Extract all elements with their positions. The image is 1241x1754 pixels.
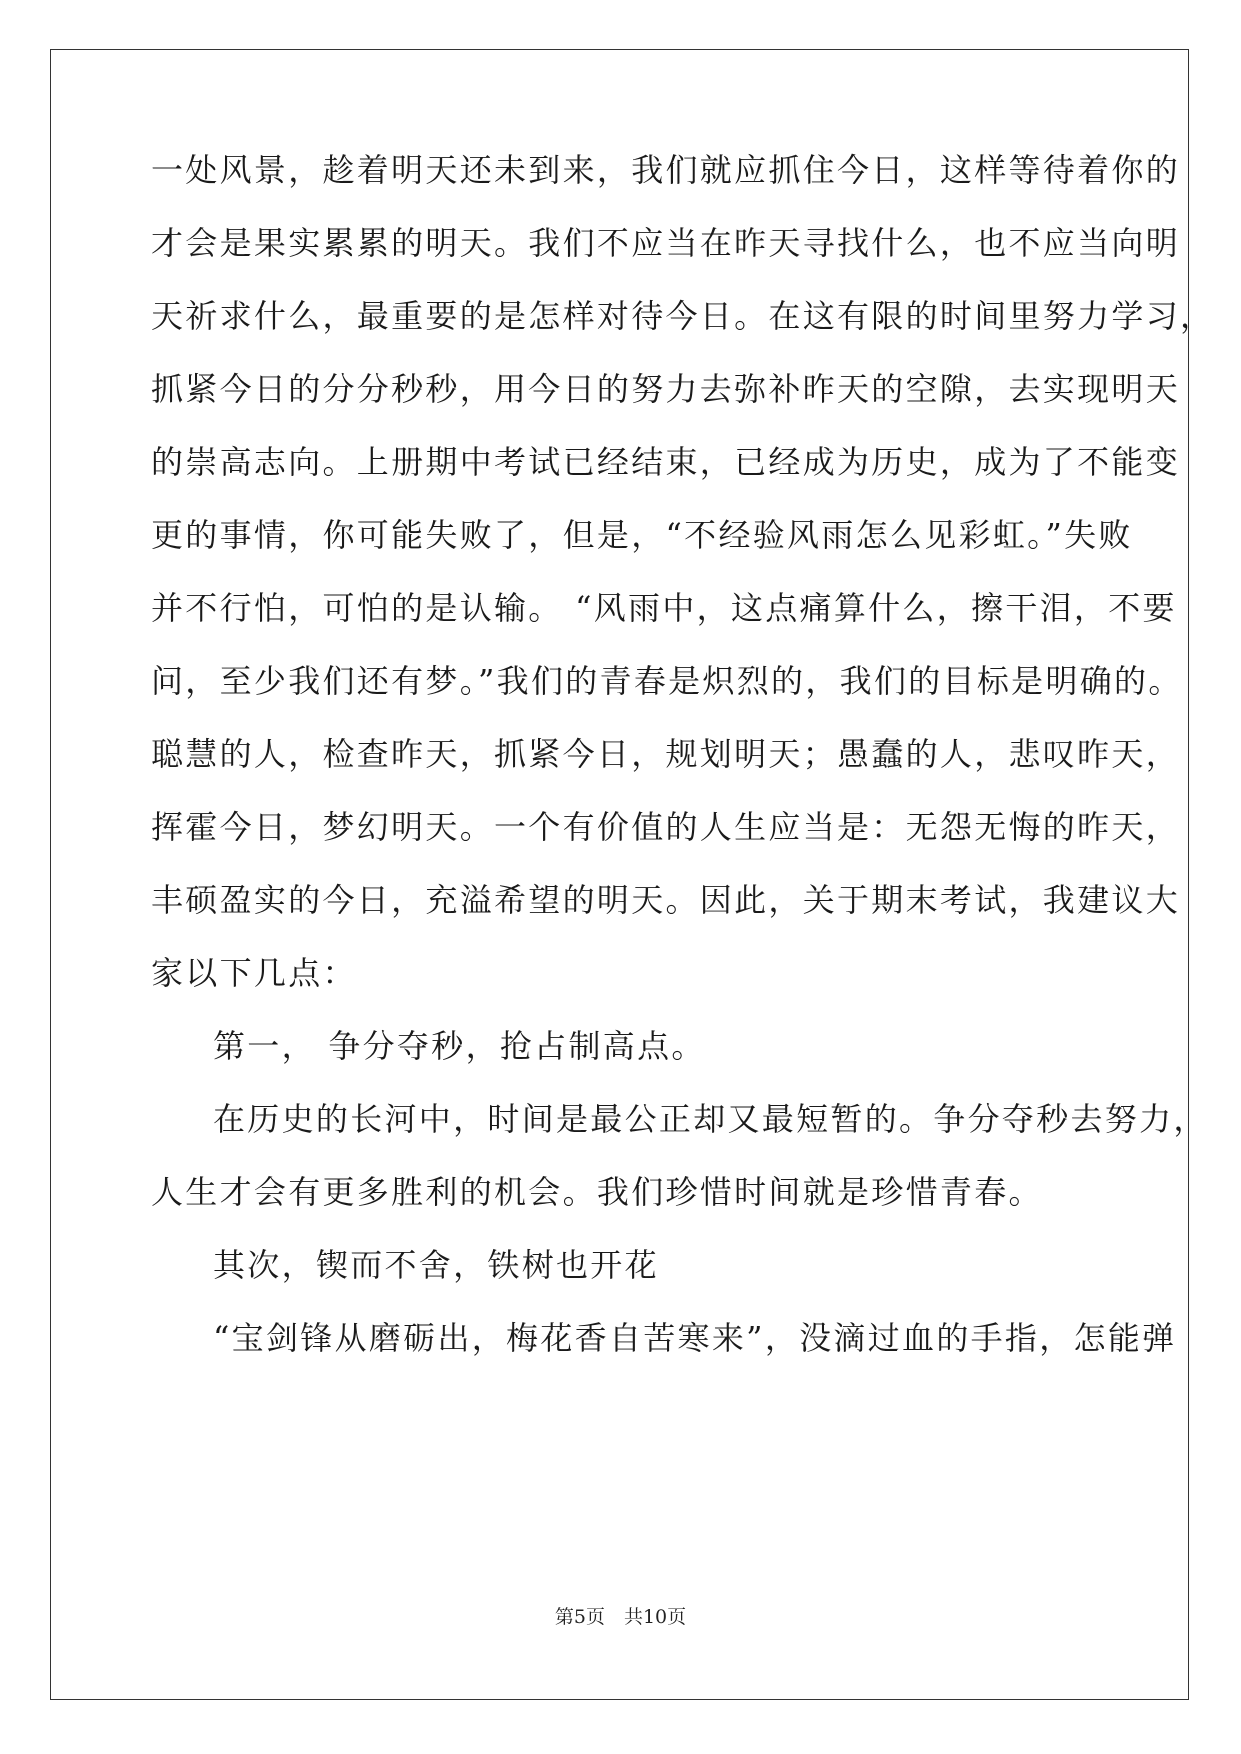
text-line: 家以下几点：	[151, 954, 357, 992]
text-line: 更的事情，你可能失败了，但是，“不经验风雨怎么见彩虹。”失败	[151, 516, 1133, 554]
text-line: 人生才会有更多胜利的机会。我们珍惜时间就是珍惜青春。	[151, 1173, 1043, 1211]
text-line: 天祈求什么，最重要的是怎样对待今日。在这有限的时间里努力学习，	[151, 297, 1215, 335]
text-line: 丰硕盈实的今日，充溢希望的明天。因此，关于期末考试，我建议大	[151, 881, 1181, 919]
text-line: 抓紧今日的分分秒秒，用今日的努力去弥补昨天的空隙，去实现明天	[151, 370, 1181, 408]
text-line: 的崇高志向。上册期中考试已经结束，已经成为历史，成为了不能变	[151, 443, 1181, 481]
text-line: 问，至少我们还有梦。”我们的青春是炽烈的，我们的目标是明确的。	[151, 662, 1183, 700]
text-line: 一处风景，趁着明天还未到来，我们就应抓住今日，这样等待着你的	[151, 151, 1181, 189]
section-heading: 第一， 争分夺秒，抢占制高点。	[213, 1027, 706, 1065]
page-number-footer: 第5页 共10页	[554, 1606, 687, 1628]
text-line: 聪慧的人，检查昨天，抓紧今日，规划明天；愚蠢的人，悲叹昨天，	[151, 735, 1181, 773]
text-line: “宝剑锋从磨砺出，梅花香自苦寒来”，没滴过血的手指，怎能弹	[213, 1319, 1177, 1357]
text-line: 在历史的长河中，时间是最公正却又最短暂的。争分夺秒去努力，	[213, 1100, 1208, 1138]
text-line: 才会是果实累累的明天。我们不应当在昨天寻找什么，也不应当向明	[151, 224, 1181, 262]
text-line: 并不行怕，可怕的是认输。 “风雨中，这点痛算什么，擦干泪，不要	[151, 589, 1177, 627]
text-line: 挥霍今日，梦幻明天。一个有价值的人生应当是：无怨无悔的昨天，	[151, 808, 1181, 846]
section-heading: 其次，锲而不舍，铁树也开花	[213, 1246, 659, 1284]
